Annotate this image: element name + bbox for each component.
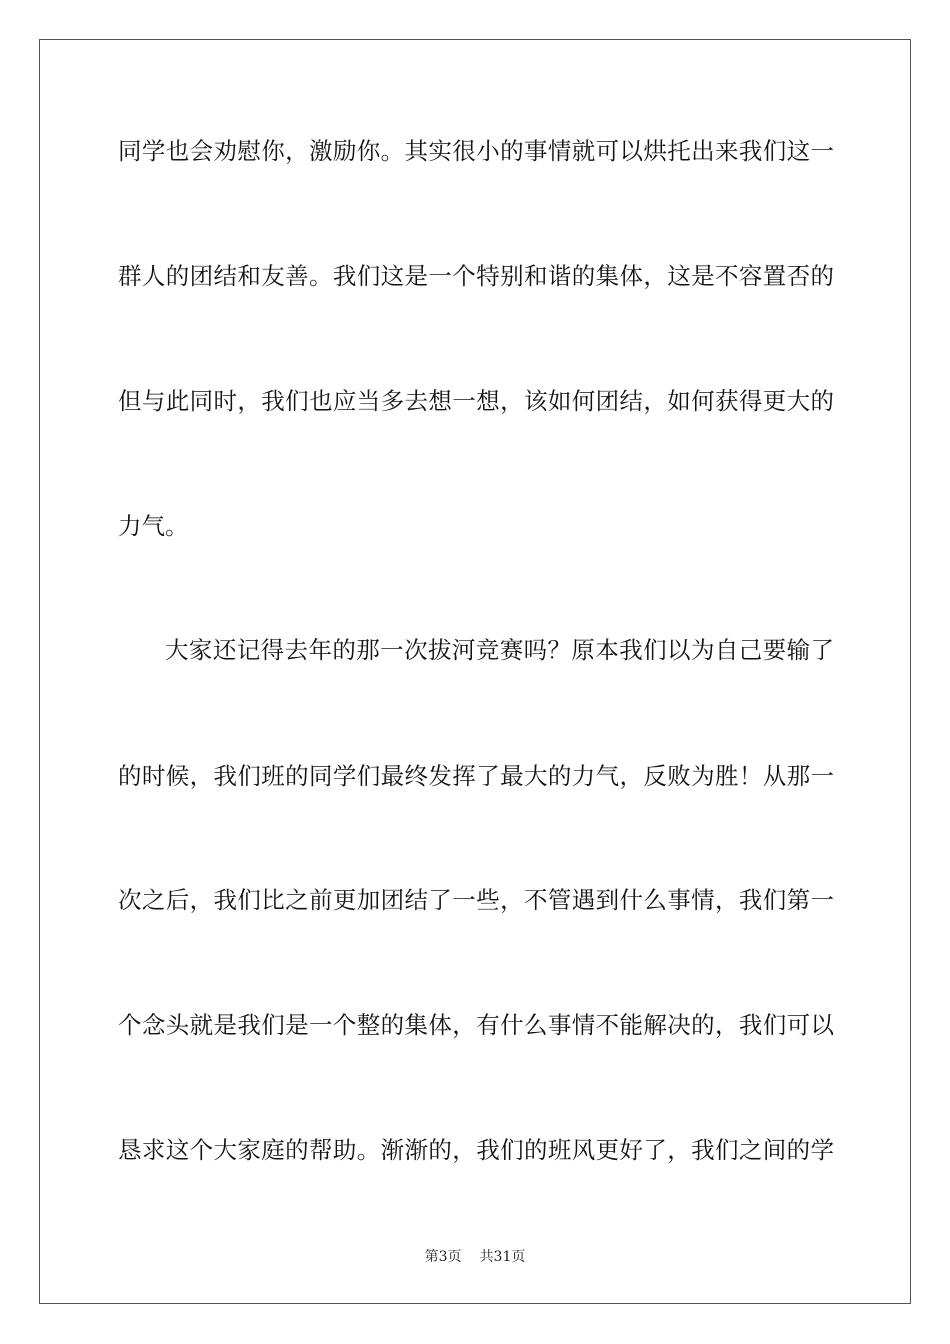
page-border <box>39 39 911 1304</box>
page-number: 第3页 <box>424 1249 462 1265</box>
text-line-3: 但与此同时，我们也应当多去想一想，该如何团结，如何获得更大的 <box>118 387 834 415</box>
text-line-4: 力气。 <box>118 512 189 540</box>
total-pages: 共31页 <box>479 1249 526 1265</box>
text-line-6: 的时候，我们班的同学们最终发挥了最大的力气，反败为胜！从那一 <box>118 762 834 790</box>
text-line-1: 同学也会劝慰你，激励你。其实很小的事情就可以烘托出来我们这一 <box>118 137 834 165</box>
text-line-5: 大家还记得去年的那一次拔河竞赛吗？原本我们以为自己要输了 <box>165 636 834 664</box>
text-line-7: 次之后，我们比之前更加团结了一些，不管遇到什么事情，我们第一 <box>118 886 834 914</box>
page-footer <box>0 1248 950 1266</box>
text-line-2: 群人的团结和友善。我们这是一个特别和谐的集体，这是不容置否的 <box>118 262 834 290</box>
text-line-8: 个念头就是我们是一个整的集体，有什么事情不能解决的，我们可以 <box>118 1011 834 1039</box>
text-line-9: 恳求这个大家庭的帮助。渐渐的，我们的班风更好了，我们之间的学 <box>118 1136 834 1164</box>
